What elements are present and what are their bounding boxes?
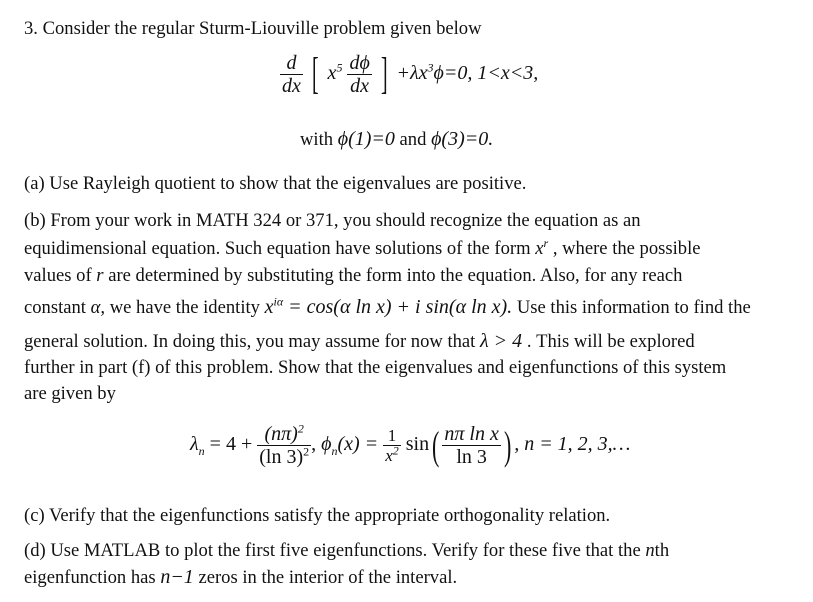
part-b-line-1: (b) From your work in MATH 324 or 371, you should recognize the equation as an: [24, 210, 641, 231]
bc-one: ϕ(1)=0: [337, 128, 395, 150]
right-bracket: ]: [380, 49, 388, 98]
part-b-line-5: general solution. In doing this, you may assume for now that λ > 4 . This will be explored: [24, 330, 695, 352]
problem-number: 3.: [24, 18, 38, 39]
problem-intro-line: [24, 18, 482, 40]
ode-equation: [280, 49, 539, 98]
n-range: , n = 1, 2, 3,…: [514, 433, 631, 456]
identity-formula: $x^{i\alpha} = \cos(\alpha$ ln x) + i sin(α ln x).: [264, 294, 513, 318]
part-a: (a) Use Rayleigh quotient to show that the eigenvalues are positive.: [24, 173, 527, 194]
sin-argument-fraction: $\frac{\text{nπ ln x}}{\ln 3}$: [444, 423, 499, 468]
part-b-line-2: equidimensional equation. Such equation have solutions of the form $x^r$ , where the possible: [24, 235, 701, 259]
part-d-line-1: (d) Use MATLAB to plot the first five eigenfunctions. Verify for these five that the nth: [24, 540, 670, 561]
part-b-line-7: are given by: [24, 383, 116, 404]
part-d-line-2: eigenfunction has n−1 zeros in the interior of the interval.: [24, 566, 458, 588]
d-dx-fraction: $\frac{d}{dx}$: [282, 51, 301, 97]
part-c: (c) Verify that the eigenfunctions satisfy the appropriate orthogonality relation.: [24, 505, 611, 526]
bc-two: ϕ(3)=0.: [431, 128, 494, 150]
one-over-x2-fraction: $\frac{1}{x^2}$: [385, 426, 399, 465]
phi-n: $\phi_n(x)$ =: [321, 433, 379, 459]
dphi-dx-fraction: $\frac{d\phi}{dx}$: [349, 51, 370, 97]
lambda-n: $\lambda_n$: [190, 433, 205, 459]
eigenvalue-fraction: $\frac{(n\pi)^2}{(\ln 3)^2}$: [259, 421, 310, 468]
part-b-line-6: further in part (f) of this problem. Show that the eigenvalues and eigenfunctions of this system: [24, 357, 727, 378]
ode-rest: $+\lambda x^3\phi=0$, 1<x<3,: [396, 59, 539, 84]
x-factor: $x^5$: [327, 59, 343, 84]
problem-intro: Consider the regular Sturm-Liouville problem given below: [42, 18, 482, 39]
boundary-conditions: with ϕ(1)=0 and ϕ(3)=0.: [300, 128, 494, 150]
part-b-line-3: values of r are determined by substituting the form into the equation. Also, for any reach: [24, 265, 683, 286]
left-bracket: [: [311, 49, 319, 98]
eigen-formula: $\lambda_n = 4$ + $\frac{(n\pi)^2}{(\ln 3)^2}$ , $\phi_n(x)$ = $\frac{1}{x^2}$ sin( $\frac{\text{nπ ln x}}{\ln 3}$ ) , n = 1, 2, 3,…: [190, 421, 631, 468]
part-b-line-4: constant α, we have the identity $x^{i\alpha} = \cos(\alpha$ ln x) + i sin(α ln x). Use this information to find the: [24, 294, 751, 318]
